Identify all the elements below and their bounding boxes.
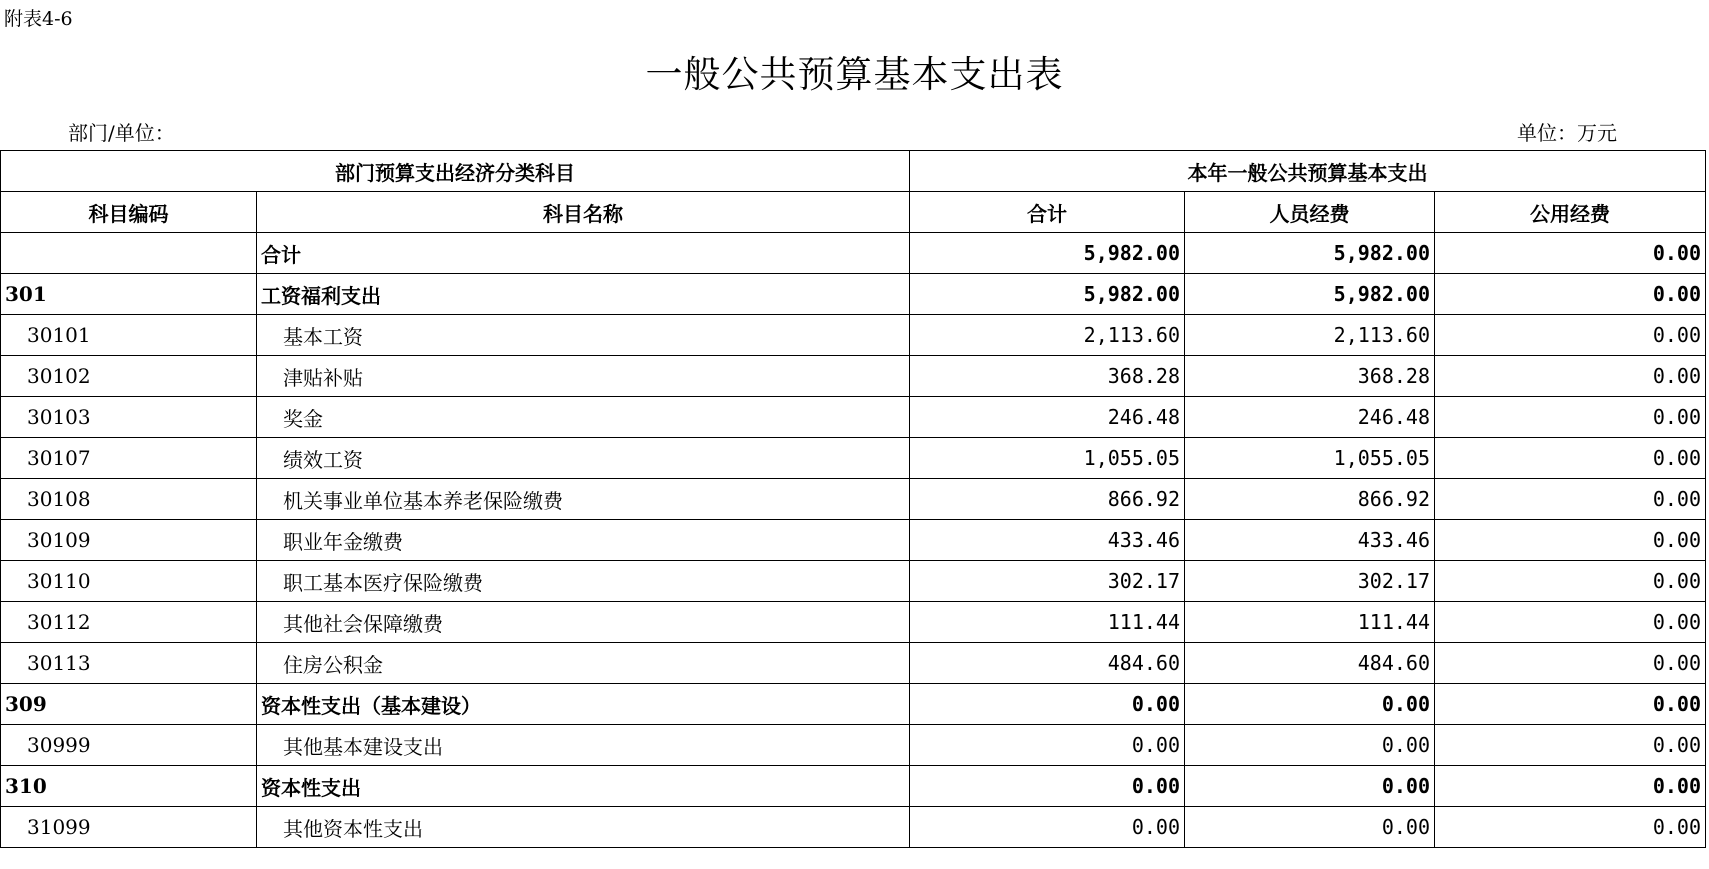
- cell-personnel: 0.00: [1185, 766, 1435, 807]
- cell-total: 484.60: [910, 643, 1185, 684]
- table-row: [1, 684, 1706, 725]
- cell-personnel: 433.46: [1185, 520, 1435, 561]
- cell-public: 0.00: [1435, 520, 1706, 561]
- table-row: [1, 397, 1706, 438]
- cell-personnel: 2,113.60: [1185, 315, 1435, 356]
- cell-personnel: 484.60: [1185, 643, 1435, 684]
- cell-total: 368.28: [910, 356, 1185, 397]
- cell-public: 0.00: [1435, 725, 1706, 766]
- cell-code: 30109: [1, 520, 257, 561]
- cell-name: 津贴补贴: [257, 356, 910, 397]
- cell-public: 0.00: [1435, 233, 1706, 274]
- cell-personnel: 111.44: [1185, 602, 1435, 643]
- table-row: [1, 807, 1706, 848]
- cell-total: 5,982.00: [910, 233, 1185, 274]
- table-row: [1, 356, 1706, 397]
- header-public: 公用经费: [1435, 192, 1706, 233]
- page-title: 一般公共预算基本支出表: [645, 53, 1064, 96]
- cell-public: 0.00: [1435, 315, 1706, 356]
- cell-total: 0.00: [910, 684, 1185, 725]
- cell-total: 302.17: [910, 561, 1185, 602]
- unit-label: 单位：万元: [1517, 121, 1617, 145]
- cell-total: 111.44: [910, 602, 1185, 643]
- cell-code: 310: [1, 766, 257, 807]
- table-row: [1, 725, 1706, 766]
- cell-code: 30102: [1, 356, 257, 397]
- cell-code: 30103: [1, 397, 257, 438]
- header-personnel: 人员经费: [1185, 192, 1435, 233]
- cell-name: 其他资本性支出: [257, 807, 910, 848]
- cell-code: [1, 233, 257, 274]
- cell-personnel: 302.17: [1185, 561, 1435, 602]
- cell-name: 工资福利支出: [257, 274, 910, 315]
- cell-personnel: 0.00: [1185, 684, 1435, 725]
- cell-public: 0.00: [1435, 274, 1706, 315]
- budget-table: [0, 150, 1706, 848]
- cell-code: 30107: [1, 438, 257, 479]
- cell-public: 0.00: [1435, 643, 1706, 684]
- cell-name: 机关事业单位基本养老保险缴费: [257, 479, 910, 520]
- cell-public: 0.00: [1435, 479, 1706, 520]
- cell-code: 30113: [1, 643, 257, 684]
- cell-total: 246.48: [910, 397, 1185, 438]
- cell-code: 30999: [1, 725, 257, 766]
- cell-total: 0.00: [910, 766, 1185, 807]
- table-row: [1, 479, 1706, 520]
- cell-code: 30108: [1, 479, 257, 520]
- cell-name: 住房公积金: [257, 643, 910, 684]
- annex-label: 附表4-6: [4, 8, 73, 30]
- cell-name: 职业年金缴费: [257, 520, 910, 561]
- cell-code: 30110: [1, 561, 257, 602]
- table-row: [1, 561, 1706, 602]
- cell-public: 0.00: [1435, 766, 1706, 807]
- cell-public: 0.00: [1435, 602, 1706, 643]
- cell-personnel: 5,982.00: [1185, 274, 1435, 315]
- cell-code: 309: [1, 684, 257, 725]
- header-code: 科目编码: [1, 192, 257, 233]
- table-row: [1, 520, 1706, 561]
- cell-public: 0.00: [1435, 684, 1706, 725]
- cell-total: 433.46: [910, 520, 1185, 561]
- table-row-total: [1, 233, 1706, 274]
- cell-name: 基本工资: [257, 315, 910, 356]
- table-row: [1, 438, 1706, 479]
- cell-name: 奖金: [257, 397, 910, 438]
- header-name: 科目名称: [257, 192, 910, 233]
- cell-public: 0.00: [1435, 438, 1706, 479]
- cell-public: 0.00: [1435, 807, 1706, 848]
- table-row: [1, 766, 1706, 807]
- cell-name: 职工基本医疗保险缴费: [257, 561, 910, 602]
- cell-public: 0.00: [1435, 561, 1706, 602]
- header-total: 合计: [910, 192, 1185, 233]
- table-row: [1, 315, 1706, 356]
- cell-total: 0.00: [910, 725, 1185, 766]
- table-row: [1, 274, 1706, 315]
- header-group-expenditure: 本年一般公共预算基本支出: [910, 151, 1706, 192]
- cell-personnel: 368.28: [1185, 356, 1435, 397]
- cell-public: 0.00: [1435, 397, 1706, 438]
- cell-total: 866.92: [910, 479, 1185, 520]
- cell-code: 30101: [1, 315, 257, 356]
- cell-total: 0.00: [910, 807, 1185, 848]
- cell-personnel: 1,055.05: [1185, 438, 1435, 479]
- cell-name: 绩效工资: [257, 438, 910, 479]
- cell-name: 其他社会保障缴费: [257, 602, 910, 643]
- cell-code: 301: [1, 274, 257, 315]
- cell-code: 31099: [1, 807, 257, 848]
- cell-personnel: 246.48: [1185, 397, 1435, 438]
- cell-personnel: 0.00: [1185, 807, 1435, 848]
- cell-total: 2,113.60: [910, 315, 1185, 356]
- cell-public: 0.00: [1435, 356, 1706, 397]
- table-row: [1, 643, 1706, 684]
- cell-total: 5,982.00: [910, 274, 1185, 315]
- header-group-classification: 部门预算支出经济分类科目: [1, 151, 910, 192]
- cell-personnel: 0.00: [1185, 725, 1435, 766]
- cell-total: 1,055.05: [910, 438, 1185, 479]
- table-row: [1, 602, 1706, 643]
- cell-name: 资本性支出（基本建设）: [257, 684, 910, 725]
- cell-personnel: 866.92: [1185, 479, 1435, 520]
- cell-personnel: 5,982.00: [1185, 233, 1435, 274]
- department-label: 部门/单位：: [68, 121, 175, 145]
- cell-name: 其他基本建设支出: [257, 725, 910, 766]
- cell-name: 合计: [257, 233, 910, 274]
- cell-name: 资本性支出: [257, 766, 910, 807]
- cell-code: 30112: [1, 602, 257, 643]
